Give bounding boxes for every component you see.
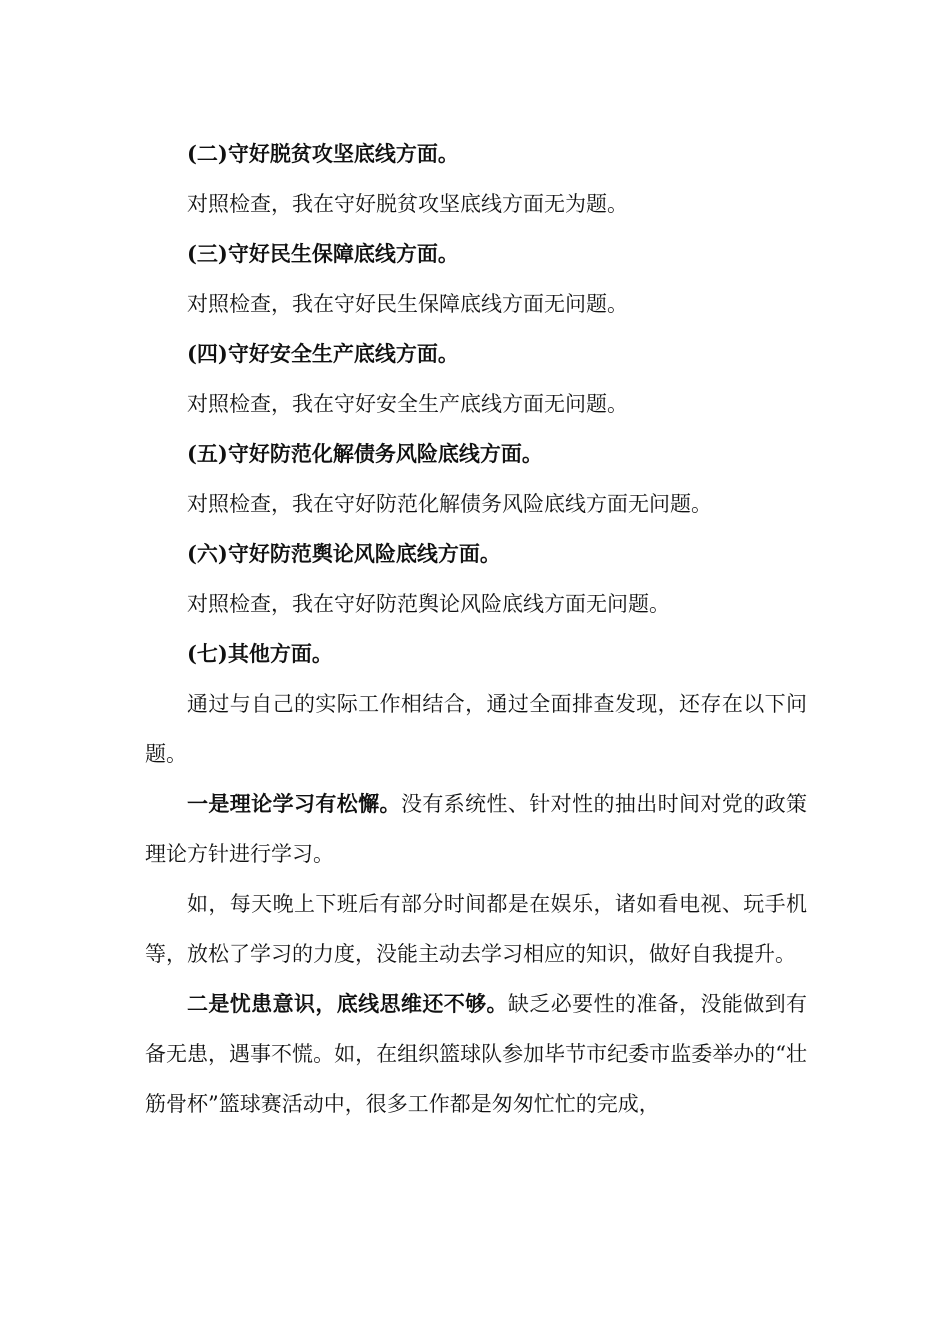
section-text-3: 对照检查，我在守好民生保障底线方面无问题。 xyxy=(187,292,628,316)
section-heading-6: (六)守好防范舆论风险底线方面。 xyxy=(187,541,501,566)
problem-title-2: 二是忧患意识，底线思维还不够。 xyxy=(187,991,508,1016)
section-heading-2: (二)守好脱贫攻坚底线方面。 xyxy=(187,141,459,166)
problem-example-text-1: 如，每天晚上下班后有部分时间都是在娱乐，诸如看电视、玩手机等，放松了学习的力度，没能主动去学习相应的知识，做好自我提升。 xyxy=(145,892,807,966)
section-text-4: 对照检查，我在守好安全生产底线方面无问题。 xyxy=(187,392,628,416)
section-text-2: 对照检查，我在守好脱贫攻坚底线方面无为题。 xyxy=(187,192,628,216)
section-text-6: 对照检查，我在守好防范舆论风险底线方面无问题。 xyxy=(187,592,670,616)
section-text-5: 对照检查，我在守好防范化解债务风险底线方面无问题。 xyxy=(187,492,712,516)
section-heading-5: (五)守好防范化解债务风险底线方面。 xyxy=(187,441,543,466)
section-heading-7: (七)其他方面。 xyxy=(187,641,333,666)
document-body xyxy=(145,129,807,1129)
section-heading-3: (三)守好民生保障底线方面。 xyxy=(187,241,459,266)
problem-example-1 xyxy=(145,879,807,979)
problem-text-2: 缺乏必要性的准备，没能做到有备无患，遇事不慌。如，在组织篮球队参加毕节市纪委市监委举办的“壮筋骨杯”篮球赛活动中，很多工作都是匆匆忙忙的完成， xyxy=(145,992,808,1116)
section-heading-4: (四)守好安全生产底线方面。 xyxy=(187,341,459,366)
section-text-7: 通过与自己的实际工作相结合，通过全面排查发现，还存在以下问题。 xyxy=(145,692,807,766)
problem-text-1: 没有系统性、针对性的抽出时间对党的政策理论方针进行学习。 xyxy=(145,792,808,866)
problem-paragraph-1 xyxy=(145,779,807,879)
problem-paragraph-2 xyxy=(145,979,807,1129)
problem-title-1: 一是理论学习有松懈。 xyxy=(187,791,401,816)
